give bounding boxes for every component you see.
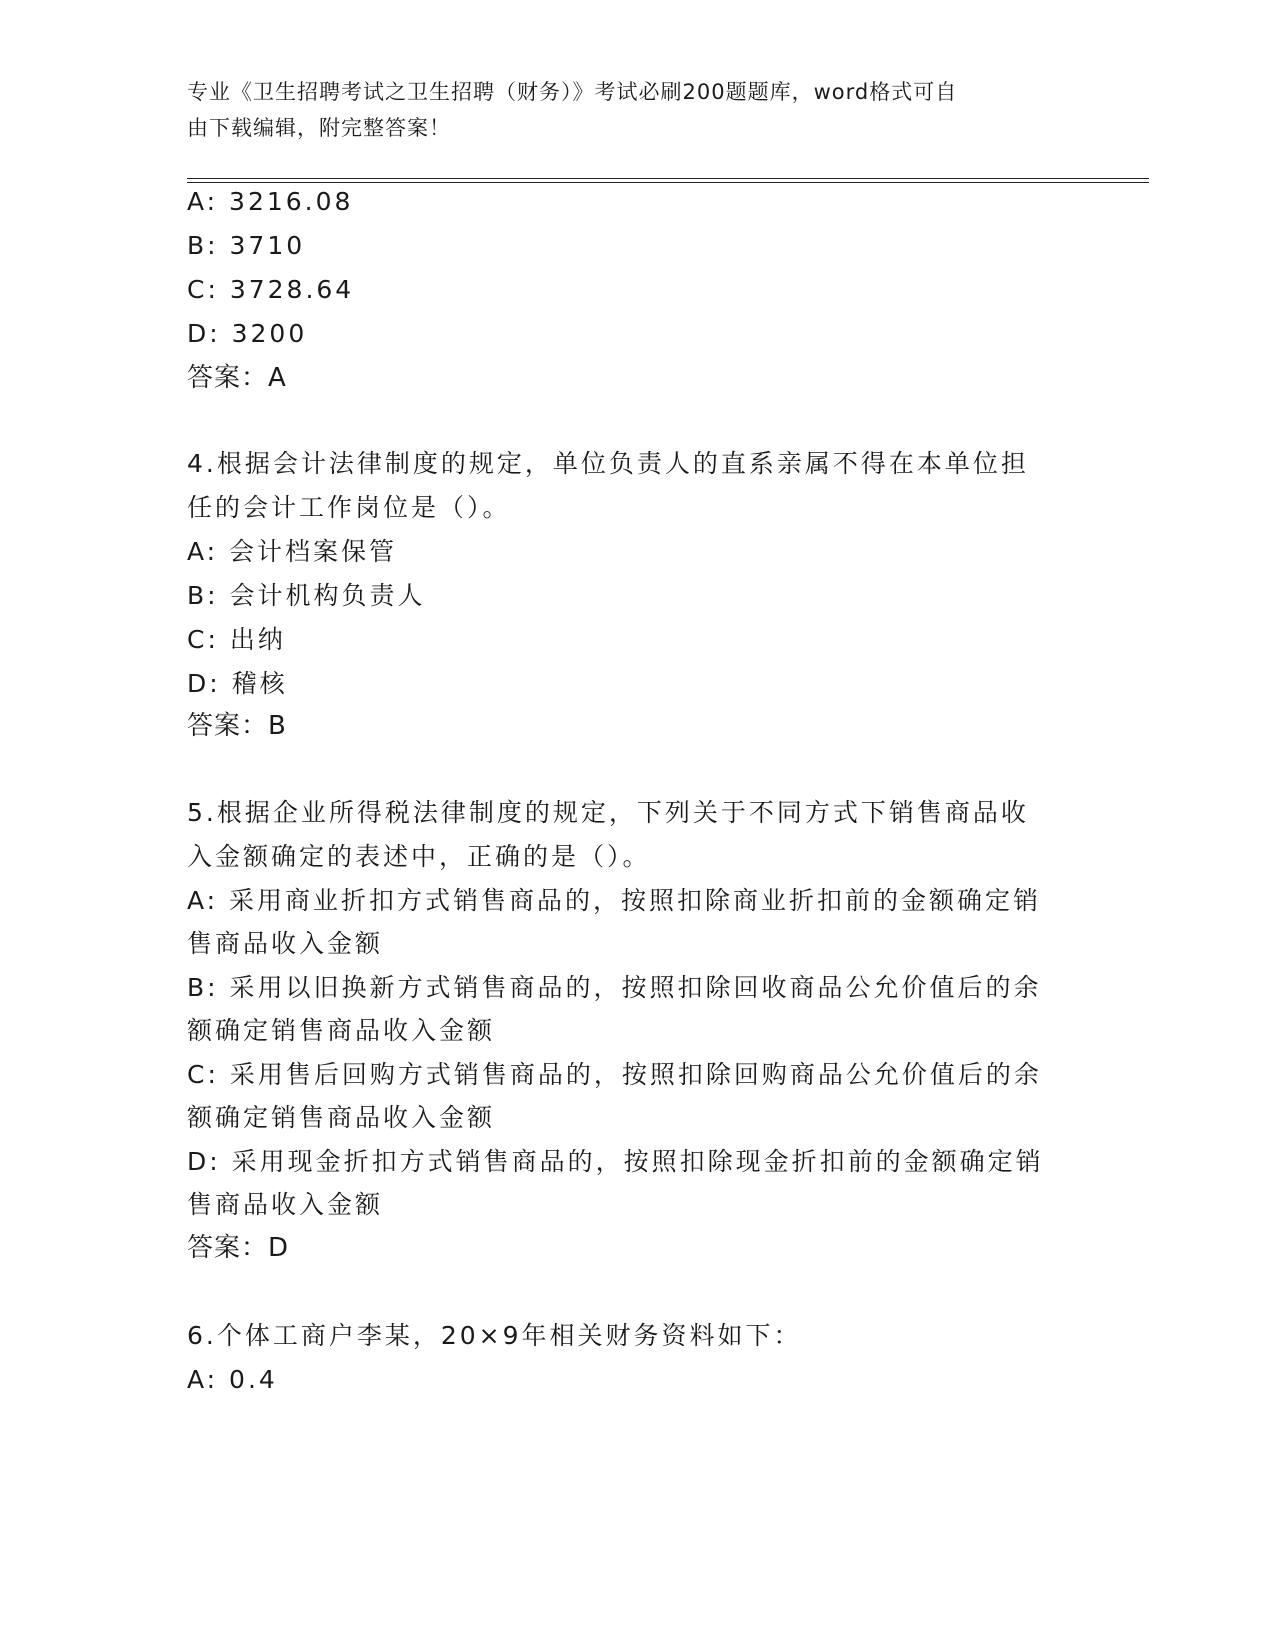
q5-option-c-line-2: 额确定销售商品收入金额 (187, 1103, 496, 1132)
q3-answer: 答案：A (187, 363, 287, 393)
q5-stem-line-1: 5.根据企业所得税法律制度的规定，下列关于不同方式下销售商品收 (187, 798, 1029, 827)
q5-stem-line-2: 入金额确定的表述中，正确的是（）。 (187, 842, 651, 871)
q5-option-d-line-2: 售商品收入金额 (187, 1190, 384, 1219)
q3-option-c: C: 3728.64 (187, 275, 355, 304)
q4-option-c: C: 出纳 (187, 625, 286, 654)
q3-option-b: B: 3710 (187, 231, 306, 260)
header-divider-top (187, 178, 1149, 179)
header-divider-bottom (187, 182, 1149, 183)
q5-option-a-line-2: 售商品收入金额 (187, 929, 384, 958)
title-line-2: 由下载编辑，附完整答案！ (187, 116, 451, 140)
q5-answer: 答案：D (187, 1233, 290, 1263)
q4-stem-line-1: 4.根据会计法律制度的规定，单位负责人的直系亲属不得在本单位担 (187, 449, 1029, 478)
q4-stem-line-2: 任的会计工作岗位是（）。 (187, 493, 511, 522)
q3-option-a: A: 3216.08 (187, 187, 354, 216)
q5-option-b-line-2: 额确定销售商品收入金额 (187, 1016, 496, 1045)
q6-stem-line-1: 6.个体工商户李某，20×9年相关财务资料如下： (187, 1321, 802, 1350)
q5-option-d-line-1: D: 采用现金折扣方式销售商品的，按照扣除现金折扣前的金额确定销 (187, 1147, 1044, 1176)
q4-option-b: B: 会计机构负责人 (187, 581, 426, 610)
title-line-1: 专业《卫生招聘考试之卫生招聘（财务）》考试必刷200题题库，word格式可自 (187, 80, 958, 104)
q5-option-a-line-1: A: 采用商业折扣方式销售商品的，按照扣除商业折扣前的金额确定销 (187, 886, 1042, 915)
q6-option-a: A: 0.4 (187, 1365, 278, 1394)
q5-option-b-line-1: B: 采用以旧换新方式销售商品的，按照扣除回收商品公允价值后的余 (187, 973, 1042, 1002)
q3-option-d: D: 3200 (187, 319, 308, 348)
document-title (187, 74, 1067, 146)
q5-option-c-line-1: C: 采用售后回购方式销售商品的，按照扣除回购商品公允价值后的余 (187, 1060, 1042, 1089)
q4-option-d: D: 稽核 (187, 669, 288, 698)
q4-option-a: A: 会计档案保管 (187, 537, 398, 566)
q4-answer: 答案：B (187, 711, 287, 741)
